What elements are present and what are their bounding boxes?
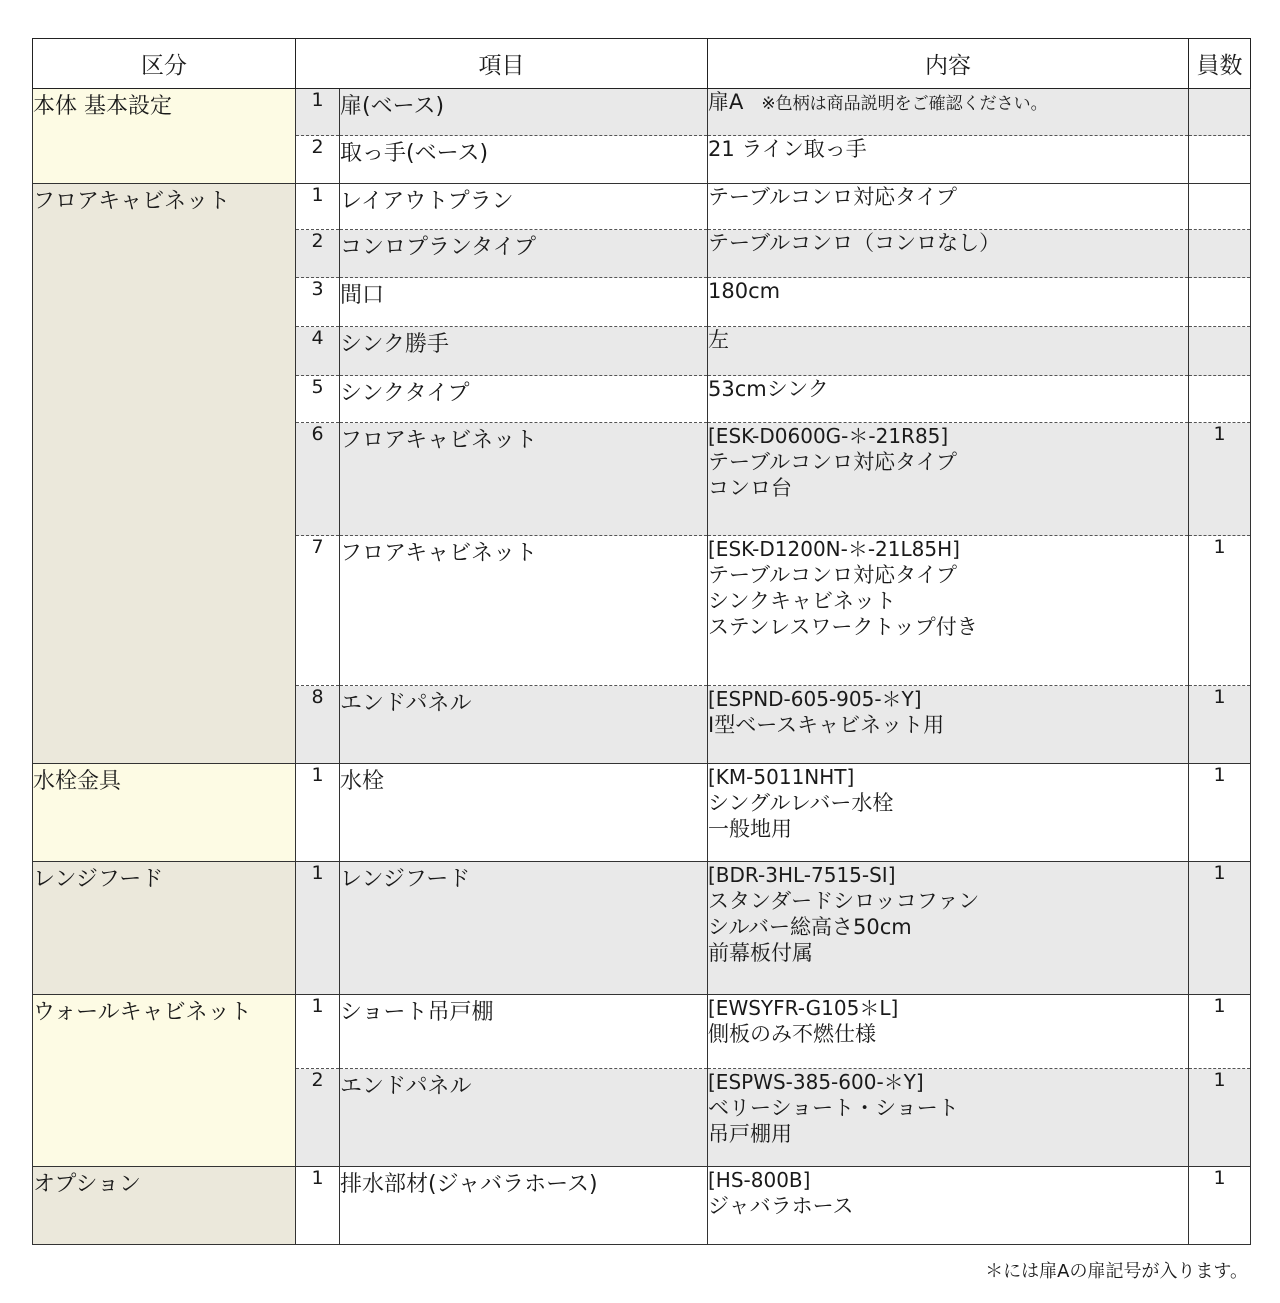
- category-cell: 本体 基本設定: [33, 89, 296, 184]
- table-row: [33, 89, 1251, 136]
- content-line: シンクキャビネット: [708, 589, 897, 613]
- header-category: 区分: [33, 39, 296, 89]
- header-item: 項目: [296, 39, 708, 89]
- content-cell: [708, 862, 1189, 995]
- content-line: シングルレバー水栓: [708, 791, 894, 815]
- content-cell: [708, 184, 1189, 230]
- table-row: [33, 862, 1251, 995]
- color-note: ※色柄は商品説明をご確認ください。: [761, 94, 1048, 114]
- qty-cell: 1: [1189, 423, 1251, 536]
- row-number: 1: [296, 995, 340, 1069]
- item-name: シンク勝手: [340, 327, 708, 376]
- table-row: [33, 1167, 1251, 1245]
- item-name: ショート吊戸棚: [340, 995, 708, 1069]
- item-name: エンドパネル: [340, 1069, 708, 1167]
- item-name: レンジフード: [340, 862, 708, 995]
- row-number: 3: [296, 278, 340, 327]
- qty-cell: [1189, 230, 1251, 278]
- content-line: 一般地用: [708, 817, 792, 841]
- product-code: [ESK-D1200N-＊-21L85H]: [708, 537, 960, 561]
- content-cell: [708, 230, 1189, 278]
- category-cell: フロアキャビネット: [33, 184, 296, 764]
- qty-cell: 1: [1189, 1167, 1251, 1245]
- content-cell: [708, 376, 1189, 423]
- qty-cell: 1: [1189, 764, 1251, 862]
- content-line: 180cm: [708, 279, 781, 303]
- content-line: 側板のみ不燃仕様: [708, 1022, 876, 1046]
- content-cell: [708, 423, 1189, 536]
- row-number: 7: [296, 536, 340, 686]
- content-line: 53cmシンク: [708, 377, 829, 401]
- row-number: 2: [296, 136, 340, 184]
- table-row: [33, 995, 1251, 1069]
- table-row: [33, 764, 1251, 862]
- content-cell: [708, 278, 1189, 327]
- content-cell: [708, 136, 1189, 184]
- item-name: シンクタイプ: [340, 376, 708, 423]
- product-code: [HS-800B]: [708, 1168, 811, 1192]
- item-name: フロアキャビネット: [340, 536, 708, 686]
- content-line: テーブルコンロ対応タイプ: [708, 450, 958, 474]
- spec-table: [32, 38, 1251, 1245]
- row-number: 1: [296, 89, 340, 136]
- category-cell: オプション: [33, 1167, 296, 1245]
- item-name: フロアキャビネット: [340, 423, 708, 536]
- category-cell: レンジフード: [33, 862, 296, 995]
- table-row: [33, 184, 1251, 230]
- row-number: 1: [296, 184, 340, 230]
- content-cell: [708, 89, 1189, 136]
- header-content: 内容: [708, 39, 1189, 89]
- content-line: シルバー総高さ50cm: [708, 915, 912, 939]
- row-number: 4: [296, 327, 340, 376]
- content-cell: [708, 1069, 1189, 1167]
- product-code: [ESPWS-385-600-＊Y]: [708, 1070, 924, 1094]
- qty-cell: [1189, 136, 1251, 184]
- qty-cell: 1: [1189, 862, 1251, 995]
- content-line: テーブルコンロ（コンロなし）: [708, 231, 1001, 255]
- qty-cell: [1189, 327, 1251, 376]
- content-line: ベリーショート・ショート: [708, 1096, 959, 1120]
- product-code: [ESK-D0600G-＊-21R85]: [708, 424, 949, 448]
- content-line: ステンレスワークトップ付き: [708, 615, 978, 639]
- item-name: 水栓: [340, 764, 708, 862]
- qty-cell: [1189, 278, 1251, 327]
- content-line: ジャバラホース: [708, 1194, 854, 1218]
- row-number: 5: [296, 376, 340, 423]
- content-line: コンロ台: [708, 476, 792, 500]
- content-cell: [708, 686, 1189, 764]
- qty-cell: 1: [1189, 1069, 1251, 1167]
- qty-cell: [1189, 89, 1251, 136]
- qty-cell: 1: [1189, 995, 1251, 1069]
- header-qty: 員数: [1189, 39, 1251, 89]
- item-name: エンドパネル: [340, 686, 708, 764]
- content-text: 扉A: [708, 90, 744, 114]
- content-line: スタンダードシロッコファン: [708, 889, 980, 913]
- row-number: 1: [296, 764, 340, 862]
- content-cell: [708, 1167, 1189, 1245]
- qty-cell: 1: [1189, 536, 1251, 686]
- row-number: 8: [296, 686, 340, 764]
- product-code: [ESPND-605-905-＊Y]: [708, 687, 922, 711]
- qty-cell: [1189, 376, 1251, 423]
- item-name: レイアウトプラン: [340, 184, 708, 230]
- content-cell: [708, 536, 1189, 686]
- item-name: 取っ手(ベース): [340, 136, 708, 184]
- row-number: 6: [296, 423, 340, 536]
- qty-cell: 1: [1189, 686, 1251, 764]
- content-line: テーブルコンロ対応タイプ: [708, 563, 958, 587]
- content-line: 左: [708, 328, 729, 352]
- content-line: テーブルコンロ対応タイプ: [708, 185, 958, 209]
- row-number: 1: [296, 862, 340, 995]
- item-name: コンロプランタイプ: [340, 230, 708, 278]
- content-line: 吊戸棚用: [708, 1122, 792, 1146]
- category-cell: 水栓金具: [33, 764, 296, 862]
- footnote: ＊には扉Aの扉記号が入ります。: [985, 1261, 1248, 1282]
- qty-cell: [1189, 184, 1251, 230]
- product-code: [EWSYFR-G105＊L]: [708, 996, 899, 1020]
- row-number: 1: [296, 1167, 340, 1245]
- category-cell: ウォールキャビネット: [33, 995, 296, 1167]
- item-name: 扉(ベース): [340, 89, 708, 136]
- row-number: 2: [296, 1069, 340, 1167]
- header-row: [33, 39, 1251, 89]
- item-name: 間口: [340, 278, 708, 327]
- content-cell: [708, 327, 1189, 376]
- row-number: 2: [296, 230, 340, 278]
- content-cell: [708, 764, 1189, 862]
- content-cell: [708, 995, 1189, 1069]
- product-code: [BDR-3HL-7515-SI]: [708, 863, 896, 887]
- content-line: I型ベースキャビネット用: [708, 713, 945, 737]
- content-line: 21 ライン取っ手: [708, 137, 867, 161]
- item-name: 排水部材(ジャバラホース): [340, 1167, 708, 1245]
- product-code: [KM-5011NHT]: [708, 765, 855, 789]
- content-line: 前幕板付属: [708, 941, 813, 965]
